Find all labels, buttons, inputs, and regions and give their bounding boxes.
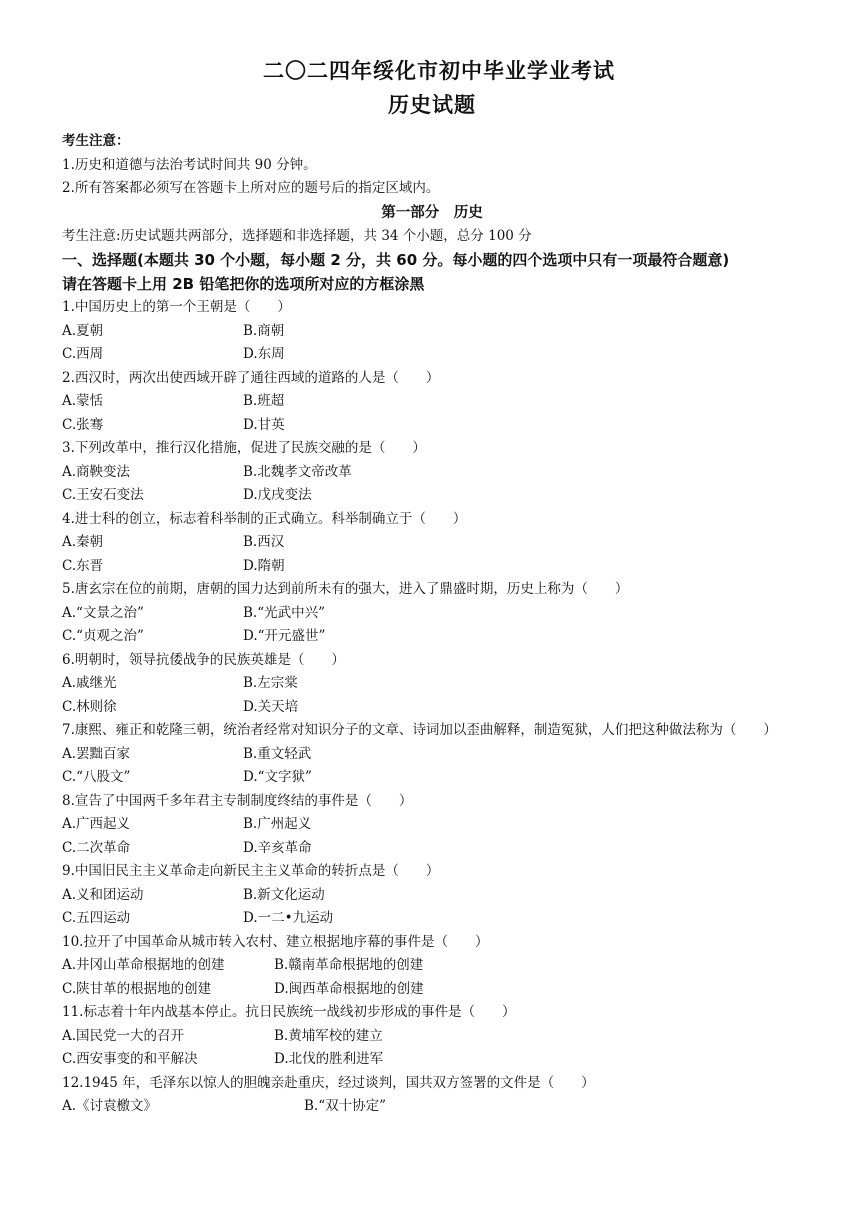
question-8 (62, 790, 802, 861)
question-stem: 11.标志着十年内战基本停止。抗日民族统一战线初步形成的事件是（ ） (62, 1004, 516, 1020)
question-4 (62, 508, 802, 579)
question-stem: 8.宣告了中国两千多年君主专制制度终结的事件是（ ） (62, 792, 413, 809)
question-6 (62, 649, 802, 720)
exam-page (62, 56, 802, 1119)
option-b: B.北魏孝文帝改革 (243, 463, 352, 480)
question-stem: 10.拉开了中国革命从城市转入农村、建立根据地序幕的事件是（ ） (62, 933, 489, 950)
option-a: A.商鞅变法 (62, 463, 131, 480)
option-d: D.一二•九运动 (243, 910, 334, 926)
question-stem: 2.西汉时，两次出使西域开辟了通往西域的道路的人是（ ） (62, 369, 440, 386)
option-b: B.新文化运动 (243, 886, 325, 903)
option-c: C.西安事变的和平解决 (62, 1051, 198, 1067)
option-b: B.商朝 (243, 322, 285, 339)
option-d: D.关天培 (243, 698, 299, 715)
option-c: C.张骞 (62, 416, 104, 433)
option-d: D.隋朝 (243, 557, 285, 574)
option-c: C.东晋 (62, 557, 104, 574)
question-5 (62, 578, 802, 649)
exam-title: 二〇二四年绥化市初中毕业学业考试 (263, 59, 615, 83)
notice-heading: 考生注意： (62, 133, 130, 149)
option-c: C.西周 (62, 346, 104, 362)
option-b: B.班超 (243, 393, 285, 409)
question-stem: 4.进士科的创立，标志着科举制的正式确立。科举制确立于（ ） (62, 510, 467, 527)
option-c: C.林则徐 (62, 698, 117, 715)
section-instruction: 请在答题卡上用 2B 铅笔把你的选项所对应的方框涂黑 (62, 275, 425, 293)
option-a: A.罢黜百家 (62, 745, 131, 762)
option-d: D.辛亥革命 (243, 839, 312, 856)
option-a: A.戚继光 (62, 675, 117, 691)
option-a: A.义和团运动 (62, 886, 144, 903)
option-b: B.赣南革命根据地的创建 (274, 957, 424, 973)
question-2 (62, 367, 802, 438)
question-stem: 12.1945 年，毛泽东以惊人的胆魄亲赴重庆，经过谈判，国共双方签署的文件是（ ） (62, 1074, 595, 1091)
option-a: A.夏朝 (62, 322, 104, 339)
question-stem: 9.中国旧民主主义革命走向新民主主义革命的转折点是（ ） (62, 863, 440, 879)
question-12 (62, 1072, 802, 1119)
question-stem: 7.康熙、雍正和乾隆三朝，统治者经常对知识分子的文章、诗词加以歪曲解释，制造冤狱，人们把这种做法称为（ ） (62, 722, 777, 738)
option-d: D.闽西革命根据地的创建 (274, 980, 424, 997)
option-b: B.重文轻武 (243, 745, 312, 762)
notice-item: 2.所有答案都必须写在答题卡上所对应的题号后的指定区域内。 (62, 180, 440, 196)
option-a: A.“文景之治” (62, 604, 144, 621)
option-a: A.国民党一大的召开 (62, 1027, 185, 1044)
option-b: B.“双十协定” (304, 1098, 387, 1114)
question-stem: 6.明朝时，领导抗倭战争的民族英雄是（ ） (62, 651, 345, 668)
option-d: D.“开元盛世” (243, 628, 326, 644)
option-c: C.陕甘革的根据地的创建 (62, 980, 212, 997)
option-a: A.《讨袁檄文》 (62, 1098, 158, 1114)
question-stem: 3.下列改革中，推行汉化措施，促进了民族交融的是（ ） (62, 440, 426, 456)
option-d: D.“文字狱” (243, 769, 312, 785)
question-stem: 1.中国历史上的第一个王朝是（ ） (62, 299, 291, 315)
section-heading: 一、选择题(本题共 30 个小题，每小题 2 分，共 60 分。每小题的四个选项中只有一项最符合题意) (62, 251, 730, 269)
part-note: 考生注意:历史试题共两部分，选择题和非选择题，共 34 个小题，总分 100 分 (62, 227, 532, 244)
option-b: B.左宗棠 (243, 675, 298, 691)
option-d: D.甘英 (243, 416, 285, 433)
option-c: C.五四运动 (62, 910, 131, 926)
question-11 (62, 1001, 802, 1072)
question-7 (62, 719, 802, 790)
option-b: B.广州起义 (243, 816, 312, 832)
option-c: C.“八股文” (62, 769, 131, 785)
option-a: A.井冈山革命根据地的创建 (62, 957, 225, 973)
option-c: C.王安石变法 (62, 487, 144, 503)
question-3 (62, 437, 802, 508)
option-c: C.二次革命 (62, 839, 131, 856)
part-title: 第一部分 历史 (381, 204, 483, 221)
question-10 (62, 931, 802, 1002)
notice-item: 1.历史和道德与法治考试时间共 90 分钟。 (62, 156, 317, 173)
question-1 (62, 296, 802, 367)
option-b: B.“光武中兴” (243, 604, 326, 621)
option-a: A.广西起义 (62, 816, 131, 832)
option-b: B.西汉 (243, 534, 285, 550)
option-a: A.秦朝 (62, 534, 104, 550)
option-a: A.蒙恬 (62, 393, 104, 409)
question-stem: 5.唐玄宗在位的前期，唐朝的国力达到前所未有的强大，进入了鼎盛时期，历史上称为（ ） (62, 581, 629, 597)
option-d: D.北伐的胜利进军 (274, 1051, 384, 1067)
option-c: C.“贞观之治” (62, 628, 144, 644)
question-9 (62, 860, 802, 931)
option-d: D.戊戌变法 (243, 487, 312, 503)
option-d: D.东周 (243, 346, 285, 362)
option-b: B.黄埔军校的建立 (274, 1027, 383, 1044)
exam-subtitle: 历史试题 (388, 93, 476, 117)
